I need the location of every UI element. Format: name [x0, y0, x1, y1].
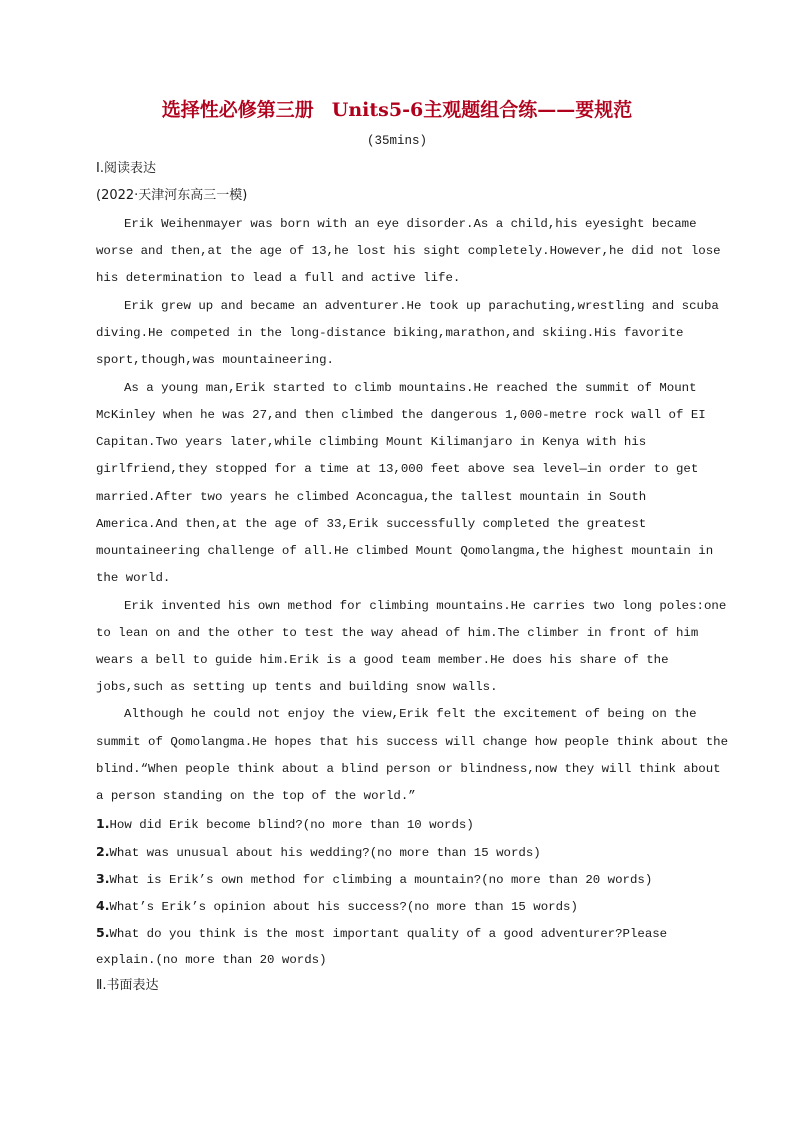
question-5-continued: explain.(no more than 20 words) [96, 953, 327, 967]
passage-line: As a young man,Erik started to climb mountains.He reached the summit of Mount [124, 381, 697, 395]
passage-line: wears a bell to guide him.Erik is a good team member.He does his share of the [96, 653, 669, 667]
question-number: 5. [96, 925, 110, 940]
passage-line: worse and then,at the age of 13,he lost his sight completely.However,he did not lose [96, 244, 721, 258]
passage-line: married.After two years he climbed Aconcagua,the tallest mountain in South [96, 490, 647, 504]
passage-line: his determination to lead a full and active life. [96, 271, 461, 285]
section-heading-writing: Ⅱ.书面表达 [96, 978, 159, 993]
question-1 [96, 815, 474, 833]
title-part-2: Units5-6主观题组合练——要规范 [331, 99, 633, 121]
passage-line: blind.“When people think about a blind person or blindness,now they will think about [96, 762, 721, 776]
question-4 [96, 897, 578, 915]
question-5 [96, 924, 667, 942]
passage-line: Erik invented his own method for climbing mountains.He carries two long poles:one [124, 599, 727, 613]
passage-line: summit of Qomolangma.He hopes that his success will change how people think about the [96, 735, 729, 749]
duration-note: (35mins) [366, 134, 427, 148]
question-text: How did Erik become blind?(no more than 10 words) [109, 818, 474, 832]
question-text: What is Erik’s own method for climbing a mountain?(no more than 20 words) [109, 873, 653, 887]
passage-line: Although he could not enjoy the view,Erik felt the excitement of being on the [124, 707, 697, 721]
question-number: 4. [96, 898, 110, 913]
passage-line: a person standing on the top of the world.” [96, 789, 416, 803]
question-number: 2. [96, 844, 110, 859]
passage-line: America.And then,at the age of 33,Erik successfully completed the greatest [96, 517, 647, 531]
question-text: What do you think is the most important quality of a good adventurer?Please [109, 927, 668, 941]
title-part-1: 选择性必修第三册 [161, 99, 314, 121]
question-text: What was unusual about his wedding?(no more than 15 words) [109, 846, 541, 860]
question-number: 1. [96, 816, 110, 831]
question-2 [96, 843, 541, 861]
section-heading-reading: Ⅰ.阅读表达 [96, 161, 156, 176]
passage-line: girlfriend,they stopped for a time at 13,000 feet above sea level—in order to get [96, 462, 699, 476]
question-3 [96, 870, 652, 888]
passage-line: Capitan.Two years later,while climbing Mount Kilimanjaro in Kenya with his [96, 435, 647, 449]
passage-line: diving.He competed in the long-distance biking,marathon,and skiing.His favorite [96, 326, 684, 340]
passage-line: the world. [96, 571, 171, 585]
source-note: (2022·天津河东高三一模) [96, 188, 248, 203]
question-number: 3. [96, 871, 110, 886]
passage-line: Erik grew up and became an adventurer.He took up parachuting,wrestling and scuba [124, 299, 719, 313]
passage-line: jobs,such as setting up tents and building snow walls. [96, 680, 498, 694]
passage-line: to lean on and the other to test the way ahead of him.The climber in front of him [96, 626, 699, 640]
passage-line: Erik Weihenmayer was born with an eye disorder.As a child,his eyesight became [124, 217, 697, 231]
passage-line: sport,though,was mountaineering. [96, 353, 334, 367]
question-text: What’s Erik’s opinion about his success?(no more than 15 words) [109, 900, 578, 914]
page-title [0, 95, 794, 122]
passage-line: McKinley when he was 27,and then climbed the dangerous 1,000-metre rock wall of EI [96, 408, 706, 422]
passage-line: mountaineering challenge of all.He climbed Mount Qomolangma,the highest mountain in [96, 544, 714, 558]
